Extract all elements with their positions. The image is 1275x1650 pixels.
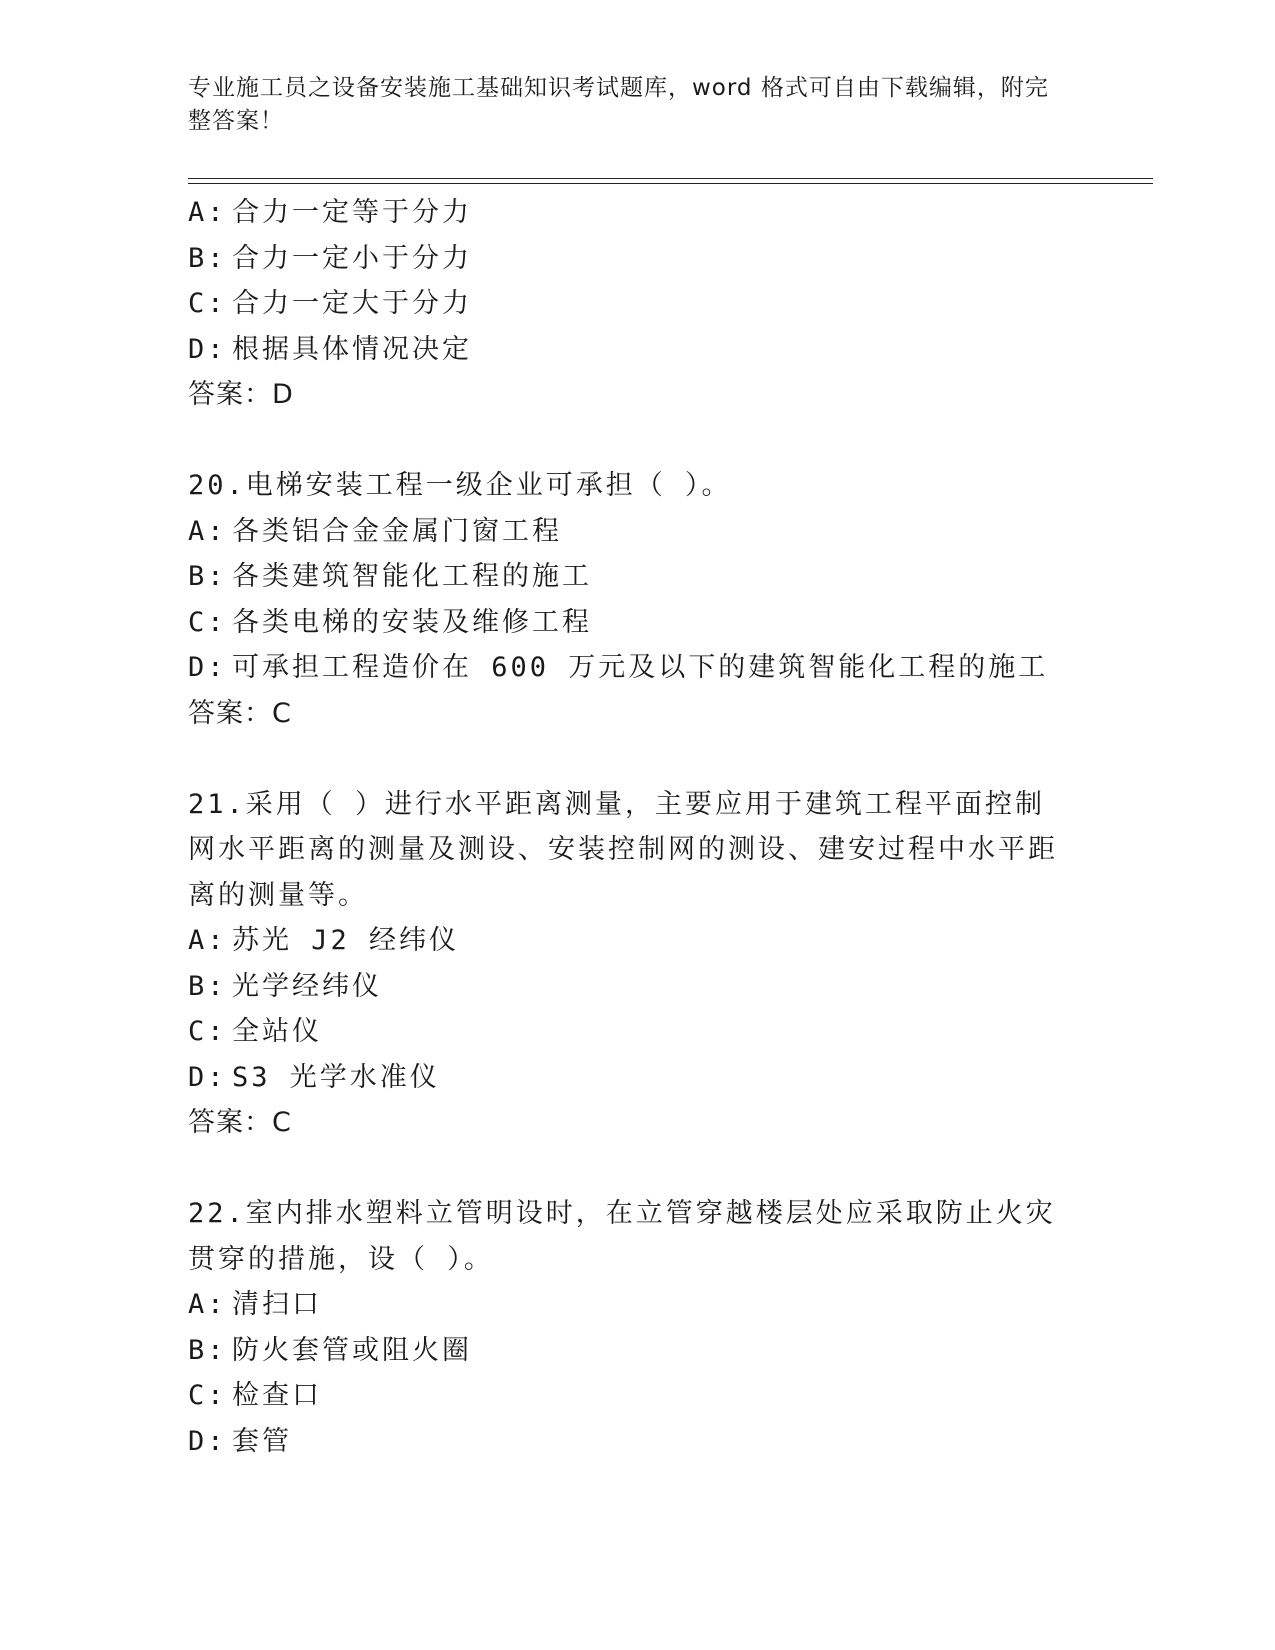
question-list — [188, 190, 1088, 1464]
header-divider-bottom — [188, 183, 1153, 184]
option-d: D: 套管 — [188, 1425, 292, 1457]
spacer — [188, 736, 1088, 782]
option-a: A: 苏光 J2 经纬仪 — [188, 925, 460, 956]
answer: 答案：D — [188, 379, 294, 410]
option-a: A: 合力一定等于分力 — [188, 197, 472, 228]
question-21 — [188, 782, 1088, 1146]
option-d: D: 可承担工程造价在 600 万元及以下的建筑智能化工程的施工 — [188, 652, 1049, 683]
header-divider-top — [188, 178, 1153, 179]
option-c: C: 各类电梯的安装及维修工程 — [188, 606, 592, 638]
option-a: A: 各类铝合金金属门窗工程 — [188, 515, 562, 547]
option-d: D: 根据具体情况决定 — [188, 333, 472, 365]
option-d: D: S3 光学水准仪 — [188, 1061, 440, 1093]
option-c: C: 检查口 — [188, 1380, 322, 1411]
question-20 — [188, 463, 1088, 736]
option-a: A: 清扫口 — [188, 1289, 322, 1320]
option-b: B: 防火套管或阻火圈 — [188, 1334, 472, 1366]
question-stem: 22.室内排水塑料立管明设时，在立管穿越楼层处应采取防止火灾贯穿的措施，设（ ）。 — [188, 1198, 1056, 1275]
option-b: B: 各类建筑智能化工程的施工 — [188, 561, 592, 592]
question-22 — [188, 1191, 1088, 1464]
option-b: B: 合力一定小于分力 — [188, 242, 472, 274]
option-c: C: 全站仪 — [188, 1016, 322, 1047]
question-stem: 20.电梯安装工程一级企业可承担（ ）。 — [188, 470, 732, 501]
question-19 — [188, 190, 1088, 418]
option-b: B: 光学经纬仪 — [188, 970, 382, 1002]
answer: 答案：C — [188, 1107, 292, 1138]
spacer — [188, 1146, 1088, 1192]
option-c: C: 合力一定大于分力 — [188, 288, 472, 319]
answer: 答案：C — [188, 697, 292, 729]
question-stem: 21.采用（ ）进行水平距离测量，主要应用于建筑工程平面控制网水平距离的测量及测设、安装控制网的测设、建安过程中水平距离的测量等。 — [188, 788, 1058, 911]
document-header: 专业施工员之设备安装施工基础知识考试题库，word 格式可自由下载编辑，附完整答案！ — [188, 75, 1049, 134]
spacer — [188, 418, 1088, 464]
